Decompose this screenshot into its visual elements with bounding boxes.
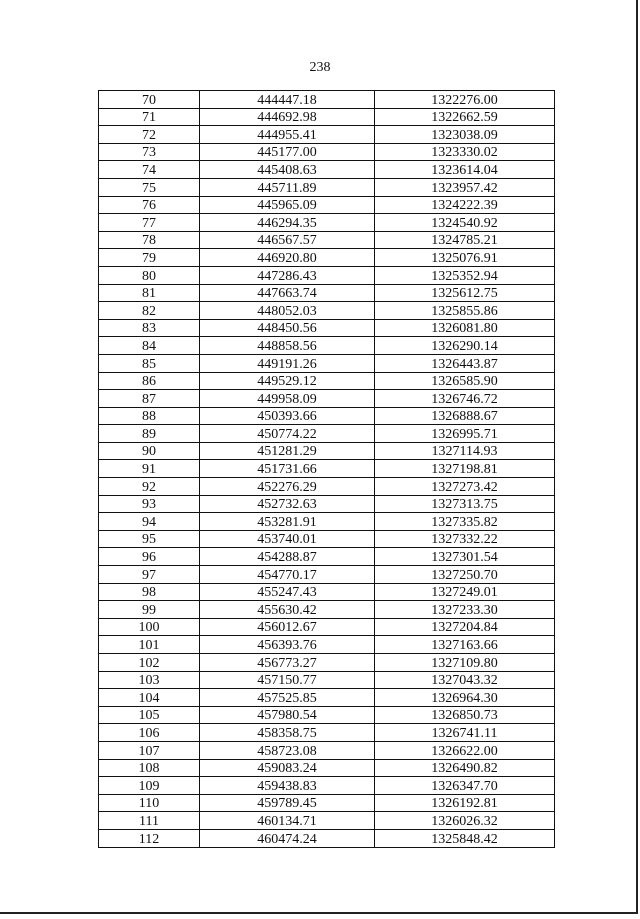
- point-number-cell: 80: [99, 266, 200, 284]
- y-coordinate-cell: 1326585.90: [375, 372, 555, 390]
- point-number-cell: 75: [99, 178, 200, 196]
- x-coordinate-cell: 455630.42: [200, 601, 375, 619]
- x-coordinate-cell: 447663.74: [200, 284, 375, 302]
- table-row: [99, 618, 555, 636]
- point-number-cell: 102: [99, 654, 200, 672]
- x-coordinate-cell: 456012.67: [200, 618, 375, 636]
- point-number-cell: 78: [99, 231, 200, 249]
- point-number-cell: 97: [99, 566, 200, 584]
- table-row: [99, 759, 555, 777]
- y-coordinate-cell: 1327233.30: [375, 601, 555, 619]
- x-coordinate-cell: 450774.22: [200, 425, 375, 443]
- table-row: [99, 425, 555, 443]
- table-row: [99, 583, 555, 601]
- x-coordinate-cell: 455247.43: [200, 583, 375, 601]
- x-coordinate-cell: 446567.57: [200, 231, 375, 249]
- table-row: [99, 319, 555, 337]
- y-coordinate-cell: 1327301.54: [375, 548, 555, 566]
- y-coordinate-cell: 1326741.11: [375, 724, 555, 742]
- x-coordinate-cell: 451281.29: [200, 442, 375, 460]
- table-row: [99, 460, 555, 478]
- y-coordinate-cell: 1323614.04: [375, 161, 555, 179]
- coordinates-table: [98, 90, 555, 848]
- x-coordinate-cell: 456393.76: [200, 636, 375, 654]
- x-coordinate-cell: 449958.09: [200, 390, 375, 408]
- x-coordinate-cell: 460474.24: [200, 829, 375, 847]
- x-coordinate-cell: 452276.29: [200, 478, 375, 496]
- x-coordinate-cell: 447286.43: [200, 266, 375, 284]
- point-number-cell: 101: [99, 636, 200, 654]
- point-number-cell: 70: [99, 91, 200, 109]
- table-row: [99, 724, 555, 742]
- y-coordinate-cell: 1322662.59: [375, 108, 555, 126]
- x-coordinate-cell: 459438.83: [200, 777, 375, 795]
- y-coordinate-cell: 1327273.42: [375, 478, 555, 496]
- x-coordinate-cell: 452732.63: [200, 495, 375, 513]
- table-row: [99, 777, 555, 795]
- point-number-cell: 83: [99, 319, 200, 337]
- table-row: [99, 601, 555, 619]
- x-coordinate-cell: 459083.24: [200, 759, 375, 777]
- x-coordinate-cell: 457525.85: [200, 689, 375, 707]
- table-row: [99, 178, 555, 196]
- point-number-cell: 106: [99, 724, 200, 742]
- x-coordinate-cell: 448858.56: [200, 337, 375, 355]
- y-coordinate-cell: 1326347.70: [375, 777, 555, 795]
- table-row: [99, 636, 555, 654]
- table-row: [99, 302, 555, 320]
- x-coordinate-cell: 454288.87: [200, 548, 375, 566]
- point-number-cell: 110: [99, 794, 200, 812]
- x-coordinate-cell: 459789.45: [200, 794, 375, 812]
- x-coordinate-cell: 445408.63: [200, 161, 375, 179]
- y-coordinate-cell: 1326995.71: [375, 425, 555, 443]
- x-coordinate-cell: 445177.00: [200, 143, 375, 161]
- point-number-cell: 90: [99, 442, 200, 460]
- y-coordinate-cell: 1327198.81: [375, 460, 555, 478]
- y-coordinate-cell: 1325612.75: [375, 284, 555, 302]
- y-coordinate-cell: 1326026.32: [375, 812, 555, 830]
- y-coordinate-cell: 1326622.00: [375, 741, 555, 759]
- y-coordinate-cell: 1326443.87: [375, 354, 555, 372]
- table-row: [99, 829, 555, 847]
- x-coordinate-cell: 449529.12: [200, 372, 375, 390]
- table-row: [99, 566, 555, 584]
- table-row: [99, 372, 555, 390]
- point-number-cell: 112: [99, 829, 200, 847]
- table-row: [99, 442, 555, 460]
- y-coordinate-cell: 1327332.22: [375, 530, 555, 548]
- point-number-cell: 92: [99, 478, 200, 496]
- y-coordinate-cell: 1325076.91: [375, 249, 555, 267]
- x-coordinate-cell: 453740.01: [200, 530, 375, 548]
- table-row: [99, 478, 555, 496]
- table-row: [99, 548, 555, 566]
- point-number-cell: 71: [99, 108, 200, 126]
- point-number-cell: 77: [99, 214, 200, 232]
- point-number-cell: 109: [99, 777, 200, 795]
- x-coordinate-cell: 458723.08: [200, 741, 375, 759]
- coordinates-table-body: [99, 91, 555, 848]
- x-coordinate-cell: 444692.98: [200, 108, 375, 126]
- point-number-cell: 85: [99, 354, 200, 372]
- y-coordinate-cell: 1326290.14: [375, 337, 555, 355]
- point-number-cell: 93: [99, 495, 200, 513]
- page-number: 238: [309, 60, 331, 75]
- point-number-cell: 81: [99, 284, 200, 302]
- point-number-cell: 103: [99, 671, 200, 689]
- point-number-cell: 94: [99, 513, 200, 531]
- table-row: [99, 196, 555, 214]
- table-row: [99, 794, 555, 812]
- table-row: [99, 108, 555, 126]
- x-coordinate-cell: 457150.77: [200, 671, 375, 689]
- y-coordinate-cell: 1323038.09: [375, 126, 555, 144]
- point-number-cell: 100: [99, 618, 200, 636]
- x-coordinate-cell: 449191.26: [200, 354, 375, 372]
- x-coordinate-cell: 445965.09: [200, 196, 375, 214]
- point-number-cell: 74: [99, 161, 200, 179]
- table-row: [99, 513, 555, 531]
- table-row: [99, 231, 555, 249]
- point-number-cell: 88: [99, 407, 200, 425]
- y-coordinate-cell: 1327204.84: [375, 618, 555, 636]
- point-number-cell: 107: [99, 741, 200, 759]
- y-coordinate-cell: 1327335.82: [375, 513, 555, 531]
- y-coordinate-cell: 1327163.66: [375, 636, 555, 654]
- y-coordinate-cell: 1326081.80: [375, 319, 555, 337]
- x-coordinate-cell: 448052.03: [200, 302, 375, 320]
- table-row: [99, 214, 555, 232]
- x-coordinate-cell: 450393.66: [200, 407, 375, 425]
- y-coordinate-cell: 1323330.02: [375, 143, 555, 161]
- y-coordinate-cell: 1323957.42: [375, 178, 555, 196]
- table-row: [99, 126, 555, 144]
- point-number-cell: 72: [99, 126, 200, 144]
- point-number-cell: 82: [99, 302, 200, 320]
- table-row: [99, 654, 555, 672]
- point-number-cell: 95: [99, 530, 200, 548]
- table-row: [99, 284, 555, 302]
- table-row: [99, 390, 555, 408]
- point-number-cell: 86: [99, 372, 200, 390]
- point-number-cell: 98: [99, 583, 200, 601]
- point-number-cell: 111: [99, 812, 200, 830]
- y-coordinate-cell: 1327114.93: [375, 442, 555, 460]
- point-number-cell: 87: [99, 390, 200, 408]
- point-number-cell: 105: [99, 706, 200, 724]
- table-row: [99, 354, 555, 372]
- point-number-cell: 84: [99, 337, 200, 355]
- y-coordinate-cell: 1326192.81: [375, 794, 555, 812]
- x-coordinate-cell: 444447.18: [200, 91, 375, 109]
- y-coordinate-cell: 1327109.80: [375, 654, 555, 672]
- y-coordinate-cell: 1327043.32: [375, 671, 555, 689]
- y-coordinate-cell: 1325352.94: [375, 266, 555, 284]
- table-row: [99, 249, 555, 267]
- x-coordinate-cell: 448450.56: [200, 319, 375, 337]
- point-number-cell: 76: [99, 196, 200, 214]
- x-coordinate-cell: 451731.66: [200, 460, 375, 478]
- x-coordinate-cell: 446920.80: [200, 249, 375, 267]
- x-coordinate-cell: 460134.71: [200, 812, 375, 830]
- table-row: [99, 495, 555, 513]
- table-row: [99, 91, 555, 109]
- y-coordinate-cell: 1322276.00: [375, 91, 555, 109]
- x-coordinate-cell: 456773.27: [200, 654, 375, 672]
- y-coordinate-cell: 1324785.21: [375, 231, 555, 249]
- x-coordinate-cell: 458358.75: [200, 724, 375, 742]
- x-coordinate-cell: 454770.17: [200, 566, 375, 584]
- y-coordinate-cell: 1327313.75: [375, 495, 555, 513]
- point-number-cell: 73: [99, 143, 200, 161]
- x-coordinate-cell: 444955.41: [200, 126, 375, 144]
- table-row: [99, 741, 555, 759]
- y-coordinate-cell: 1325855.86: [375, 302, 555, 320]
- table-row: [99, 671, 555, 689]
- x-coordinate-cell: 453281.91: [200, 513, 375, 531]
- y-coordinate-cell: 1327249.01: [375, 583, 555, 601]
- y-coordinate-cell: 1326888.67: [375, 407, 555, 425]
- table-row: [99, 812, 555, 830]
- x-coordinate-cell: 445711.89: [200, 178, 375, 196]
- y-coordinate-cell: 1326490.82: [375, 759, 555, 777]
- table-row: [99, 689, 555, 707]
- table-row: [99, 530, 555, 548]
- point-number-cell: 99: [99, 601, 200, 619]
- point-number-cell: 89: [99, 425, 200, 443]
- y-coordinate-cell: 1325848.42: [375, 829, 555, 847]
- table-row: [99, 407, 555, 425]
- y-coordinate-cell: 1326746.72: [375, 390, 555, 408]
- y-coordinate-cell: 1326964.30: [375, 689, 555, 707]
- point-number-cell: 108: [99, 759, 200, 777]
- y-coordinate-cell: 1327250.70: [375, 566, 555, 584]
- table-row: [99, 706, 555, 724]
- table-row: [99, 337, 555, 355]
- y-coordinate-cell: 1324540.92: [375, 214, 555, 232]
- point-number-cell: 104: [99, 689, 200, 707]
- point-number-cell: 91: [99, 460, 200, 478]
- table-row: [99, 143, 555, 161]
- x-coordinate-cell: 446294.35: [200, 214, 375, 232]
- y-coordinate-cell: 1326850.73: [375, 706, 555, 724]
- point-number-cell: 96: [99, 548, 200, 566]
- table-row: [99, 266, 555, 284]
- x-coordinate-cell: 457980.54: [200, 706, 375, 724]
- y-coordinate-cell: 1324222.39: [375, 196, 555, 214]
- table-row: [99, 161, 555, 179]
- point-number-cell: 79: [99, 249, 200, 267]
